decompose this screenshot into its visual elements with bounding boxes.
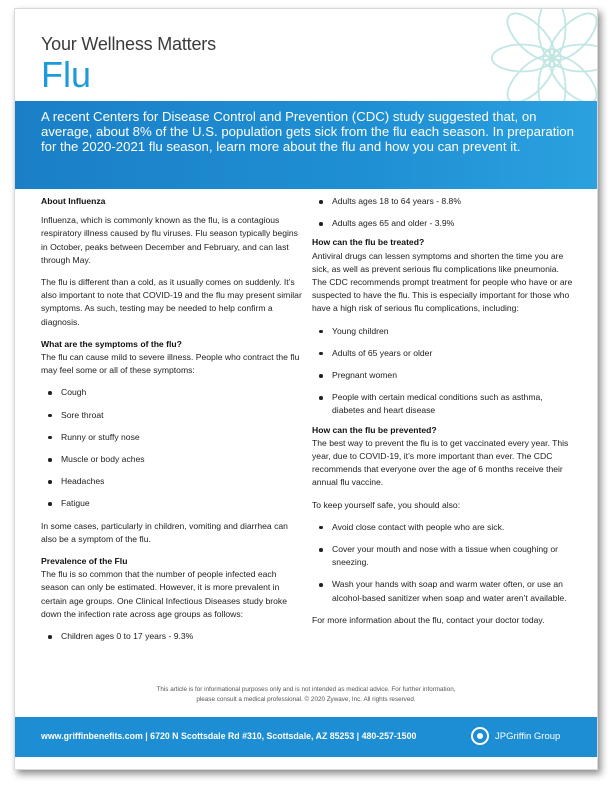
right-column: [312, 195, 574, 627]
contact-info: www.griffinbenefits.com | 6720 N Scottsdale Rd #310, Scottsdale, AZ 85253 | 480-257-1500: [41, 731, 417, 741]
section-heading: What are the symptoms of the flu?: [41, 338, 182, 349]
paragraph: The flu is different than a cold, as it usually comes on suddenly. It’s also important to note that COVID-19 and the flu may present similar symptoms. As such, testing may be needed to help confirm a diagnosis.: [41, 277, 302, 327]
section-heading: Prevalence of the Flu: [41, 556, 128, 567]
logo-mark-icon: [471, 727, 489, 745]
list-item: Sore throat: [41, 409, 303, 422]
page-title: Flu: [41, 54, 92, 95]
paragraph: The flu can cause mild to severe illness. People who contract the flu may feel some or all of these symptoms:: [41, 352, 300, 376]
list-item: Pregnant women: [312, 369, 574, 382]
list-item: Cover your mouth and nose with a tissue when coughing or sneezing.: [312, 543, 574, 569]
paragraph: The flu is so common that the number of people infected each season can only be estimated. However, it is more prevalent in certain age groups. One Clinical Infectious Diseases study broke down the infection rate across age groups as follows:: [41, 569, 288, 619]
section-heading: How can the flu be treated?: [312, 237, 425, 248]
list-item: People with certain medical conditions such as asthma, diabetes and heart disease: [312, 391, 574, 417]
safety-tip-list: [312, 521, 574, 605]
list-item: Runny or stuffy nose: [41, 431, 303, 444]
list-item: Avoid close contact with people who are sick.: [312, 521, 574, 534]
left-column: [41, 195, 303, 643]
symptom-list: [41, 386, 303, 510]
list-item: Wash your hands with soap and warm water often, or use an alcohol-based sanitizer when soap and water aren’t available.: [312, 578, 574, 604]
disclaimer-line: please consult a medical professional. © 2020 Zywave, Inc. All rights reserved.: [196, 695, 416, 703]
list-item: Muscle or body aches: [41, 453, 303, 466]
age-group-list: [41, 630, 303, 643]
list-item: Adults of 65 years or older: [312, 347, 574, 360]
logo-text: JPGriffin Group: [495, 731, 561, 742]
closing-paragraph: For more information about the flu, contact your doctor today.: [312, 614, 545, 625]
paragraph: The best way to prevent the flu is to get vaccinated every year. This year, due to COVID-19, it’s more important than ever. The CDC recommends that everyone over the age of 6 months receive their annual flu vaccine.: [312, 437, 569, 488]
footer-bar: [15, 717, 597, 757]
intro-banner: [15, 101, 597, 189]
list-item: Adults ages 65 and older - 3.9%: [312, 217, 574, 230]
list-item: Young children: [312, 325, 574, 338]
header: [15, 9, 597, 101]
paragraph: Antiviral drugs can lessen symptoms and shorten the time you are sick, as well as prevent serious flu complications like pneumonia. The CDC recommends prompt treatment for people who have or are suspected to have the flu. This is especially important for those who have a high risk of serious flu complications, including:: [312, 250, 573, 314]
section-heading: How can the flu be prevented?: [312, 424, 437, 435]
list-item: Headaches: [41, 475, 303, 488]
paragraph: To keep yourself safe, you should also:: [312, 499, 461, 510]
list-item: Cough: [41, 386, 303, 399]
company-logo: [471, 727, 591, 747]
document-page: [14, 8, 598, 770]
disclaimer-line: This article is for informational purposes only and is not intended as medical advice. For further information,: [156, 686, 456, 693]
age-group-list: [312, 195, 574, 230]
paragraph: In some cases, particularly in children, vomiting and diarrhea can also be a symptom of the flu.: [41, 520, 288, 544]
risk-group-list: [312, 325, 574, 418]
intro-text: A recent Centers for Disease Control and Prevention (CDC) study suggested that, on average, about 8% of the U.S. population gets sick from the flu each season. In preparation for the 2020-2021 flu season, learn more about the flu and how you can prevent it.: [41, 109, 574, 154]
section-heading: About Influenza: [41, 196, 106, 206]
series-title: Your Wellness Matters: [41, 34, 216, 54]
list-item: Fatigue: [41, 497, 303, 510]
list-item: Adults ages 18 to 64 years - 8.8%: [312, 195, 574, 208]
paragraph: Influenza, which is commonly known as the flu, is a contagious respiratory illness caused by flu viruses. Flu season typically begins in October, peaks between December and February, and can last through May.: [41, 215, 298, 265]
list-item: Children ages 0 to 17 years - 9.3%: [41, 630, 303, 643]
disclaimer: [15, 685, 597, 704]
